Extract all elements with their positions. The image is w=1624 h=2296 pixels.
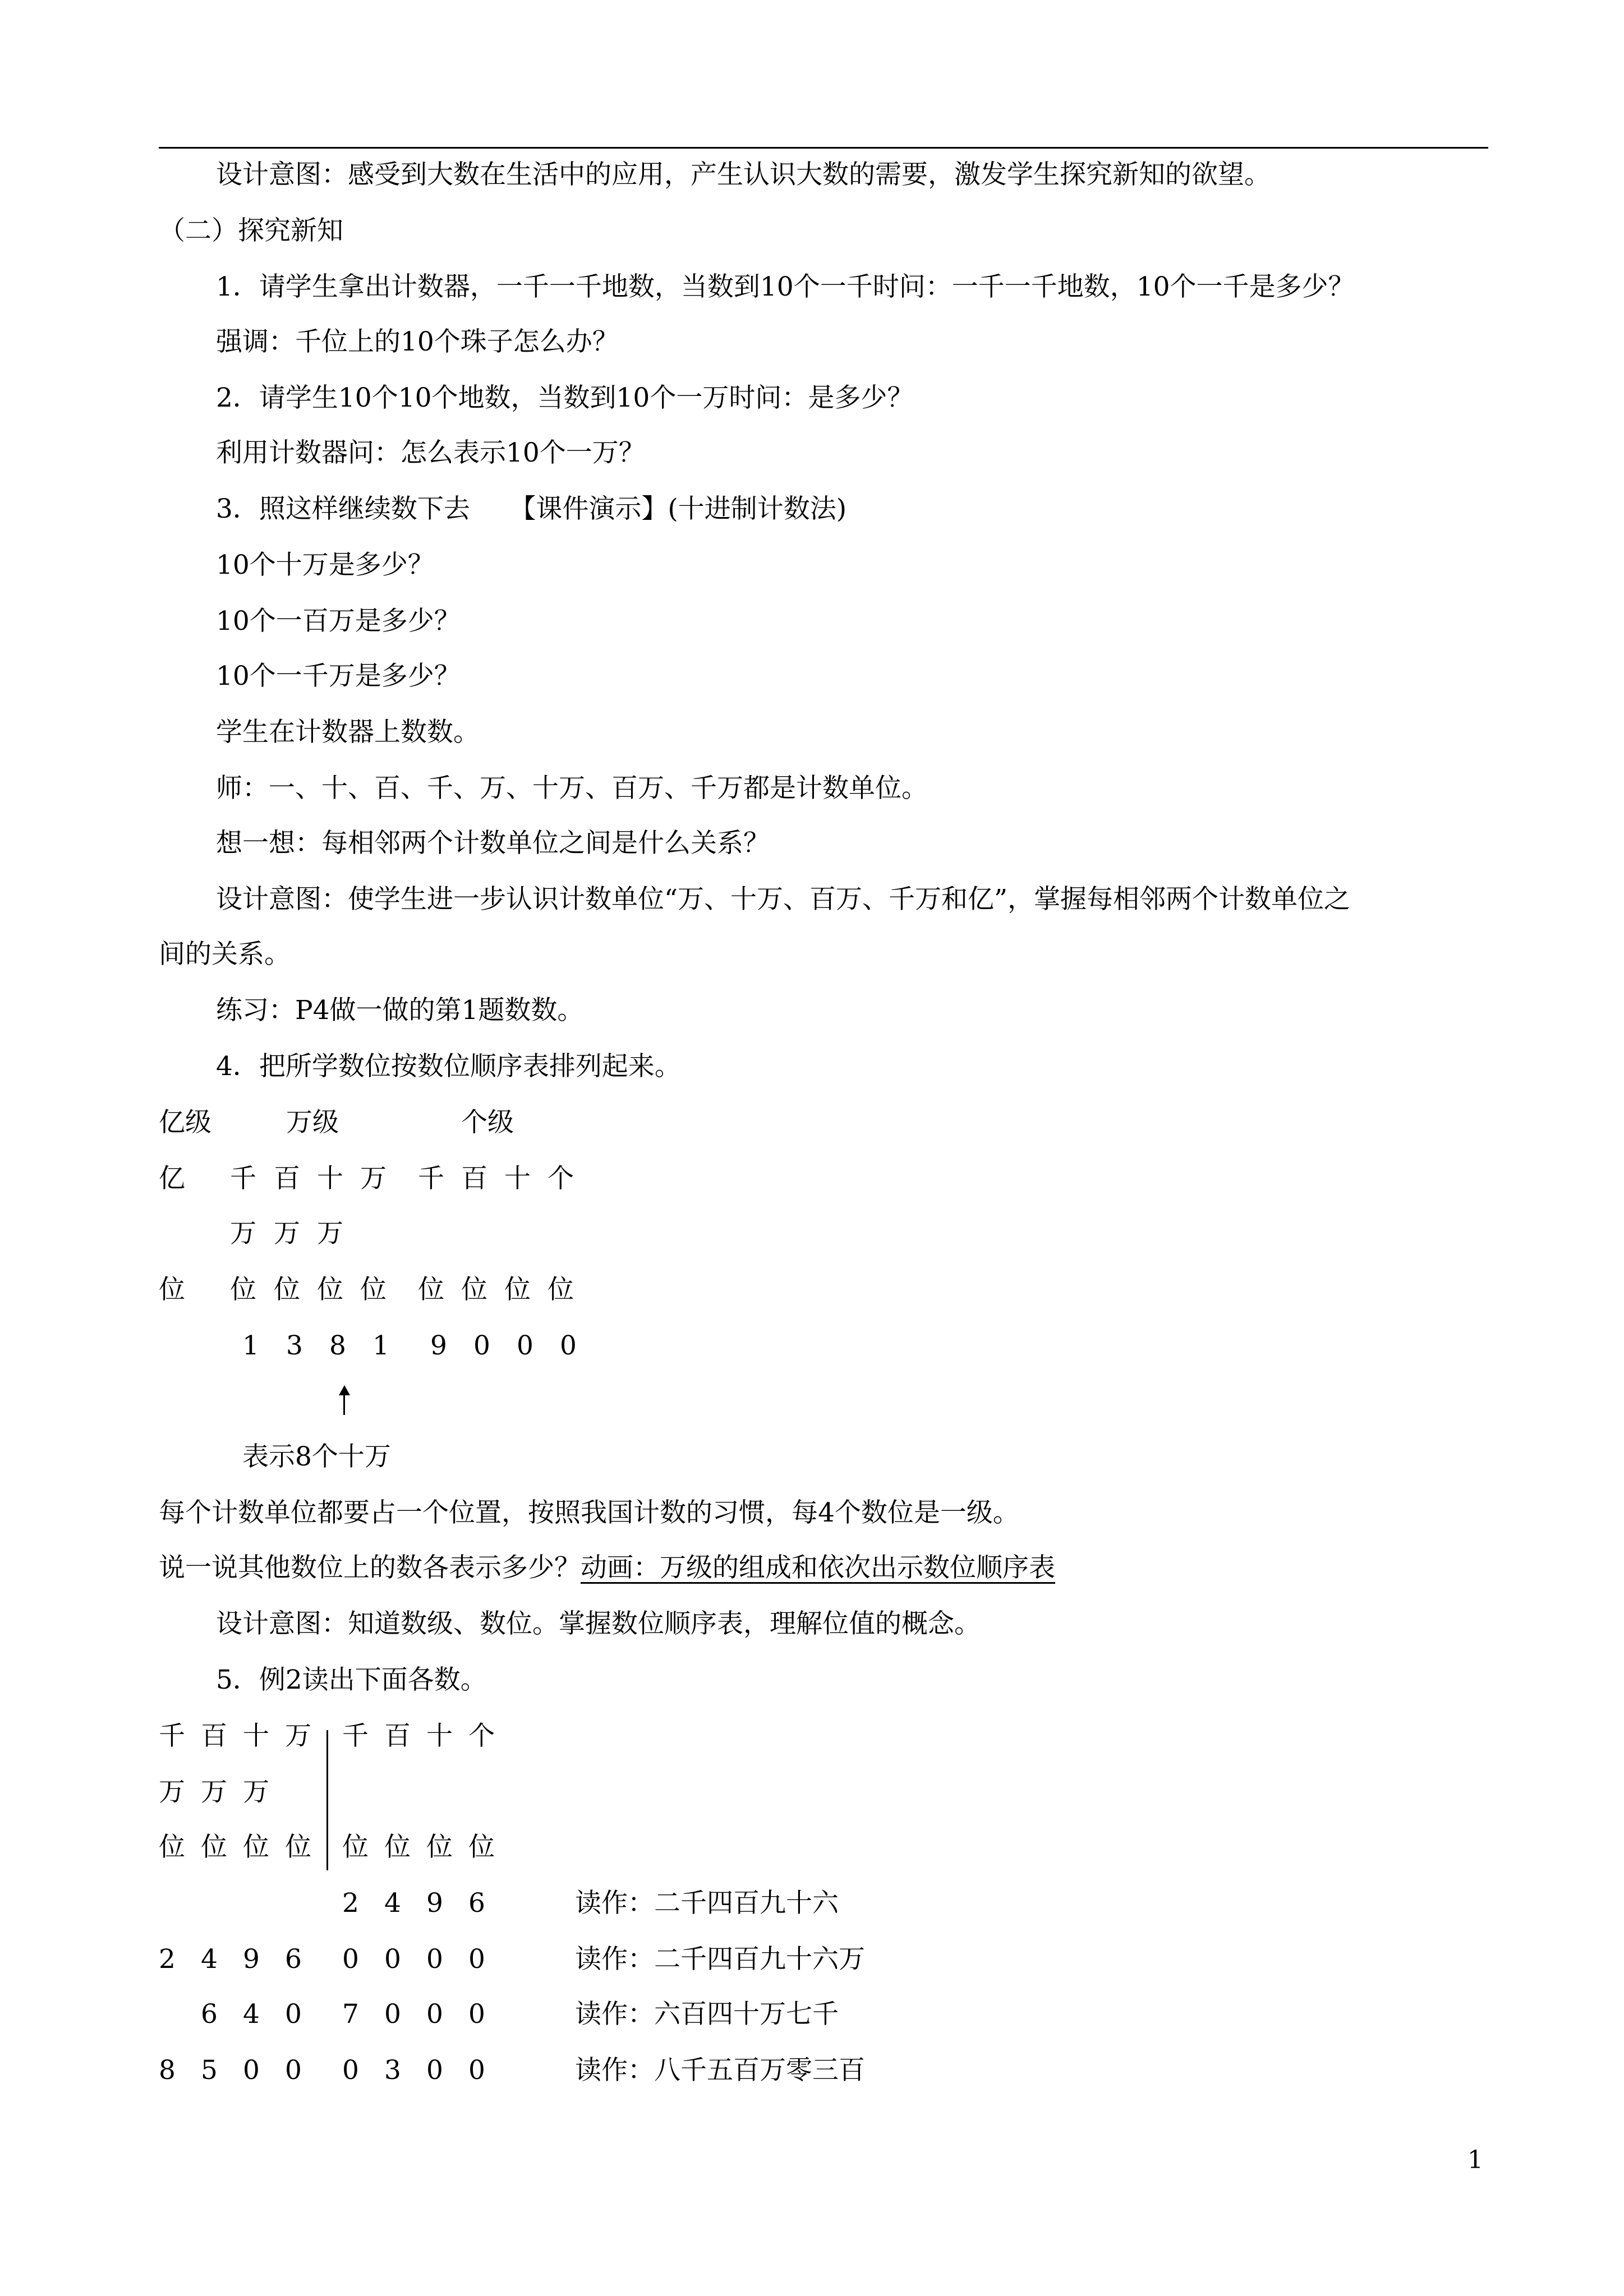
- text-line: 3．照这样继续数下去 【课件演示】(十进制计数法): [216, 494, 847, 524]
- text-line: 每个计数单位都要占一个位置，按照我国计数的习惯，每4个数位是一级。: [159, 1497, 1019, 1528]
- place-suffix: 位: [468, 1832, 495, 1862]
- text-line: 利用计数器问：怎么表示10个一万？: [216, 437, 645, 468]
- text-line: 设计意图：使学生进一步认识计数单位“万、十万、百万、千万和亿”，掌握每相邻两个计数单位之: [216, 884, 1351, 915]
- digit: 2: [342, 1888, 359, 1919]
- digit: 6: [201, 1999, 218, 2030]
- digit: 9: [243, 1944, 260, 1975]
- text-line: 想一想：每相邻两个计数单位之间是什么关系？: [216, 828, 770, 859]
- text-line: 5．例2读出下面各数。: [216, 1665, 487, 1695]
- place-name: 百: [201, 1721, 227, 1751]
- digit: 1: [242, 1330, 259, 1361]
- place-name: 百: [461, 1163, 487, 1194]
- text-line: [159, 1551, 1055, 1585]
- place-suffix: 位: [285, 1832, 311, 1862]
- digit: 4: [384, 1888, 401, 1919]
- place-suffix: 位: [342, 1832, 369, 1862]
- digit: 4: [243, 1999, 260, 2030]
- digit: 0: [384, 1944, 401, 1975]
- digit: 0: [473, 1330, 490, 1361]
- place-name: 十: [317, 1163, 343, 1194]
- reading: 读作：六百四十万七千: [575, 1999, 839, 2030]
- text-line: 10个一千万是多少？: [216, 661, 461, 691]
- place-name: 万: [201, 1777, 227, 1808]
- level-label: 万级: [286, 1107, 339, 1138]
- place-suffix: 位: [461, 1274, 487, 1305]
- text-line: 表示8个十万: [242, 1441, 391, 1472]
- digit: 9: [430, 1330, 447, 1361]
- digit: 0: [342, 1944, 359, 1975]
- place-name: 万: [230, 1218, 256, 1249]
- text-line: 设计意图：知道数级、数位。掌握数位顺序表，理解位值的概念。: [216, 1608, 981, 1639]
- place-name: 万: [285, 1721, 311, 1751]
- digit: 2: [159, 1944, 176, 1975]
- place-name: 个: [468, 1721, 495, 1751]
- place-suffix: 位: [230, 1274, 256, 1305]
- digit: 0: [468, 2055, 485, 2086]
- reading: 读作：二千四百九十六: [575, 1888, 839, 1919]
- place-suffix: 位: [418, 1274, 444, 1305]
- text-line: 强调：千位上的10个珠子怎么办？: [216, 326, 619, 357]
- digit: 3: [286, 1330, 303, 1361]
- digit: 0: [517, 1330, 533, 1361]
- place-suffix: 位: [384, 1832, 411, 1862]
- place-name: 千: [230, 1163, 256, 1194]
- place-suffix: 位: [159, 1832, 185, 1862]
- place-name: 千: [159, 1721, 185, 1751]
- digit: 0: [342, 2055, 359, 2086]
- digit: 0: [468, 1944, 485, 1975]
- digit: 0: [243, 2055, 260, 2086]
- text-line: 2．请学生10个10个地数，当数到10个一万时问：是多少？: [216, 382, 914, 413]
- place-suffix: 位: [317, 1274, 343, 1305]
- level-label: 个级: [461, 1107, 514, 1138]
- question-text: 说一说其他数位上的数各表示多少？: [159, 1552, 581, 1583]
- digit: 0: [285, 1999, 302, 2030]
- place-suffix: 位: [274, 1274, 300, 1305]
- place-suffix: 位: [201, 1832, 227, 1862]
- digit: 7: [342, 1999, 359, 2030]
- place-name: 十: [243, 1721, 269, 1751]
- text-line: 练习：P4做一做的第1题数数。: [216, 995, 584, 1026]
- up-arrow-shaft: [343, 1388, 345, 1415]
- text-line: 师：一、十、百、千、万、十万、百万、千万都是计数单位。: [216, 773, 928, 804]
- place-name: 万: [159, 1777, 185, 1808]
- digit: 6: [468, 1888, 485, 1919]
- digit: 3: [384, 2055, 401, 2086]
- text-line: 10个十万是多少？: [216, 550, 434, 580]
- text-line: 4．把所学数位按数位顺序表排列起来。: [216, 1051, 681, 1082]
- reading: 读作：八千五百万零三百: [575, 2055, 865, 2086]
- digit: 4: [201, 1944, 218, 1975]
- text-line: 10个一百万是多少？: [216, 606, 461, 637]
- place-name: 百: [384, 1721, 411, 1751]
- digit: 0: [426, 1944, 443, 1975]
- text-line: 间的关系。: [159, 939, 291, 970]
- text-line: 设计意图：感受到大数在生活中的应用，产生认识大数的需要，激发学生探究新知的欲望。: [216, 159, 1271, 190]
- section-heading: （二）探究新知: [159, 215, 343, 246]
- place-name: 万: [274, 1218, 300, 1249]
- place-name: 十: [504, 1163, 531, 1194]
- reading: 读作：二千四百九十六万: [575, 1944, 865, 1975]
- digit: 0: [426, 1999, 443, 2030]
- place-name: 亿: [159, 1163, 185, 1194]
- digit: 0: [384, 1999, 401, 2030]
- animation-link[interactable]: 动画：万级的组成和依次出示数位顺序表: [581, 1552, 1055, 1583]
- place-name: 千: [342, 1721, 369, 1751]
- place-suffix: 位: [426, 1832, 453, 1862]
- digit: 9: [426, 1888, 443, 1919]
- digit: 5: [201, 2055, 218, 2086]
- digit: 0: [468, 1999, 485, 2030]
- place-suffix: 位: [504, 1274, 531, 1305]
- level-divider: [326, 1730, 328, 1870]
- digit: 8: [329, 1330, 346, 1361]
- place-suffix: 位: [548, 1274, 574, 1305]
- digit: 0: [285, 2055, 302, 2086]
- page-number: 1: [1467, 2146, 1483, 2174]
- header-rule: [159, 147, 1488, 149]
- digit: 0: [560, 1330, 577, 1361]
- digit: 8: [159, 2055, 176, 2086]
- level-label: 亿级: [159, 1107, 211, 1138]
- place-name: 万: [360, 1163, 387, 1194]
- digit: 0: [426, 2055, 443, 2086]
- place-suffix: 位: [243, 1832, 269, 1862]
- place-name: 万: [317, 1218, 343, 1249]
- place-name: 百: [274, 1163, 300, 1194]
- place-name: 十: [426, 1721, 453, 1751]
- place-name: 万: [243, 1777, 269, 1808]
- place-suffix: 位: [360, 1274, 387, 1305]
- text-line: 学生在计数器上数数。: [216, 717, 480, 748]
- place-name: 千: [418, 1163, 444, 1194]
- place-name: 个: [548, 1163, 574, 1194]
- digit: 1: [372, 1330, 389, 1361]
- digit: 6: [285, 1944, 302, 1975]
- text-line: 1．请学生拿出计数器，一千一千地数，当数到10个一千时问：一千一千地数，10个一千是多少？: [216, 271, 1355, 302]
- place-suffix: 位: [159, 1274, 185, 1305]
